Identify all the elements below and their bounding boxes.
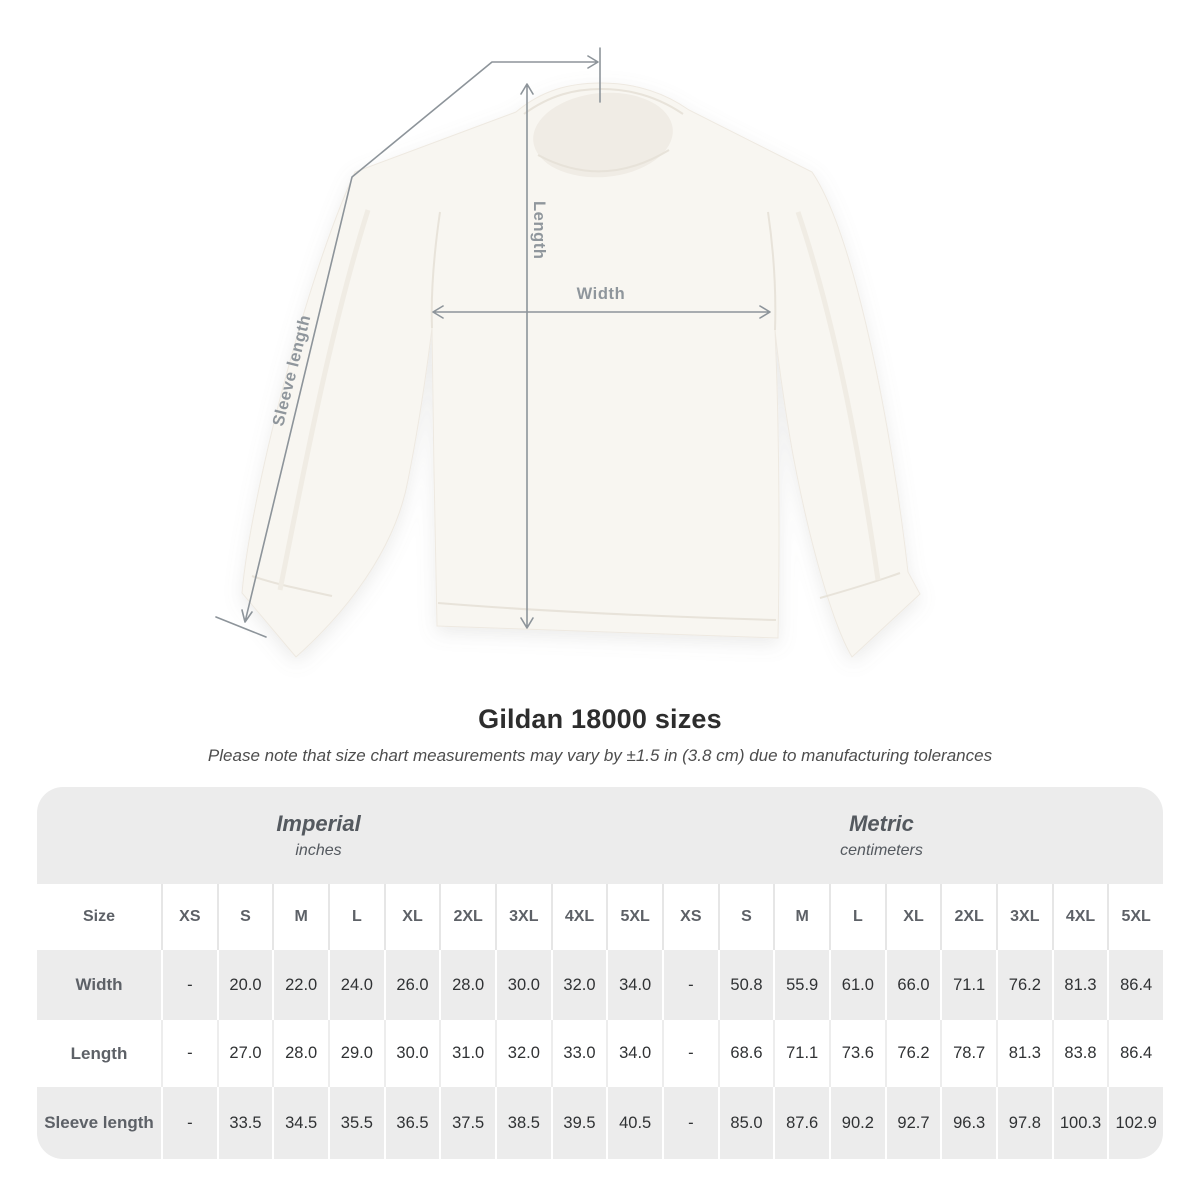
table-cell: 30.0 [495, 950, 551, 1020]
table-cell: 71.1 [773, 1020, 829, 1087]
size-header-cell: 4XL [551, 884, 607, 950]
table-cell: 96.3 [940, 1087, 996, 1159]
size-header-cell: 2XL [940, 884, 996, 950]
table-cell: 40.5 [606, 1087, 662, 1159]
table-cell: 34.0 [606, 1020, 662, 1087]
table-cell: 86.4 [1107, 950, 1163, 1020]
table-cell: 50.8 [718, 950, 774, 1020]
imperial-unit: inches [295, 842, 342, 859]
size-header-cell: L [328, 884, 384, 950]
table-cell: 81.3 [1052, 950, 1108, 1020]
size-header-cell: M [272, 884, 328, 950]
size-header-cell: S [217, 884, 273, 950]
units-band [37, 787, 1163, 884]
table-cell: 34.5 [272, 1087, 328, 1159]
sleeve-length-label: Sleeve length [269, 312, 315, 428]
table-cell: - [662, 1020, 718, 1087]
tolerance-note: Please note that size chart measurements may vary by ±1.5 in (3.8 cm) due to manufacturing tolerances [207, 746, 993, 765]
table-cell: 68.6 [718, 1020, 774, 1087]
table-cell: 102.9 [1107, 1087, 1163, 1159]
table-cell: 29.0 [328, 1020, 384, 1087]
table-cell: 28.0 [439, 950, 495, 1020]
size-column-header: Size [82, 908, 115, 925]
size-header-cell: 5XL [1107, 884, 1163, 950]
imperial-group-header [37, 787, 600, 884]
size-header-cell: 2XL [439, 884, 495, 950]
table-cell: - [161, 1020, 217, 1087]
row-label: Width [75, 975, 123, 994]
table-cell: 85.0 [718, 1087, 774, 1159]
size-header-cell: XS [161, 884, 217, 950]
imperial-label: Imperial [276, 811, 361, 836]
size-header-cell: S [718, 884, 774, 950]
table-cell: 32.0 [551, 950, 607, 1020]
table-cell: 73.6 [829, 1020, 885, 1087]
table-cell: 83.8 [1052, 1020, 1108, 1087]
table-cell: 36.5 [384, 1087, 440, 1159]
table-cell: 78.7 [940, 1020, 996, 1087]
table-cell: 20.0 [217, 950, 273, 1020]
size-header-cell: 5XL [606, 884, 662, 950]
table-cell: 27.0 [217, 1020, 273, 1087]
table-cell: 66.0 [885, 950, 941, 1020]
length-label: Length [530, 201, 548, 260]
table-cell: 55.9 [773, 950, 829, 1020]
row-label: Length [70, 1043, 128, 1063]
table-row-width [37, 950, 1163, 1020]
table-cell: 31.0 [439, 1020, 495, 1087]
size-header-cell: L [829, 884, 885, 950]
sleeve-cuff-tick [216, 617, 266, 637]
size-header-cell: 3XL [495, 884, 551, 950]
size-header-cell: XL [885, 884, 941, 950]
table-cell: 100.3 [1052, 1087, 1108, 1159]
table-cell: 81.3 [996, 1020, 1052, 1087]
table-cell: 34.0 [606, 950, 662, 1020]
table-cell: 35.5 [328, 1087, 384, 1159]
table-cell: - [662, 950, 718, 1020]
table-cell: 76.2 [996, 950, 1052, 1020]
size-header-cell: 4XL [1052, 884, 1108, 950]
size-table [37, 787, 1163, 1159]
table-cell: 28.0 [272, 1020, 328, 1087]
row-label: Sleeve length [44, 1113, 154, 1132]
table-cell: 38.5 [495, 1087, 551, 1159]
table-cell: 22.0 [272, 950, 328, 1020]
table-row-sleeve-length [37, 1087, 1163, 1159]
metric-group-header [600, 787, 1163, 884]
table-cell: 92.7 [885, 1087, 941, 1159]
table-cell: 24.0 [328, 950, 384, 1020]
metric-unit: centimeters [840, 842, 923, 859]
table-cell: 76.2 [885, 1020, 941, 1087]
size-header-cell: XS [662, 884, 718, 950]
table-cell: 97.8 [996, 1087, 1052, 1159]
size-header-cell: M [773, 884, 829, 950]
table-cell: 37.5 [439, 1087, 495, 1159]
table-cell: 32.0 [495, 1020, 551, 1087]
table-cell: 33.5 [217, 1087, 273, 1159]
table-cell: 33.0 [551, 1020, 607, 1087]
table-cell: 39.5 [551, 1087, 607, 1159]
table-cell: - [161, 1087, 217, 1159]
table-cell: 61.0 [829, 950, 885, 1020]
table-row-length [37, 1020, 1163, 1087]
size-header-cell: XL [384, 884, 440, 950]
table-cell: 30.0 [384, 1020, 440, 1087]
metric-label: Metric [849, 811, 914, 836]
table-cell: - [662, 1087, 718, 1159]
table-cell: 87.6 [773, 1087, 829, 1159]
table-cell: 71.1 [940, 950, 996, 1020]
table-cell: 90.2 [829, 1087, 885, 1159]
table-cell: 26.0 [384, 950, 440, 1020]
width-label: Width [576, 285, 626, 303]
size-header-cell: 3XL [996, 884, 1052, 950]
size-header-row [37, 884, 1163, 950]
table-cell: - [161, 950, 217, 1020]
page-title: Gildan 18000 sizes [478, 704, 722, 734]
table-cell: 86.4 [1107, 1020, 1163, 1087]
